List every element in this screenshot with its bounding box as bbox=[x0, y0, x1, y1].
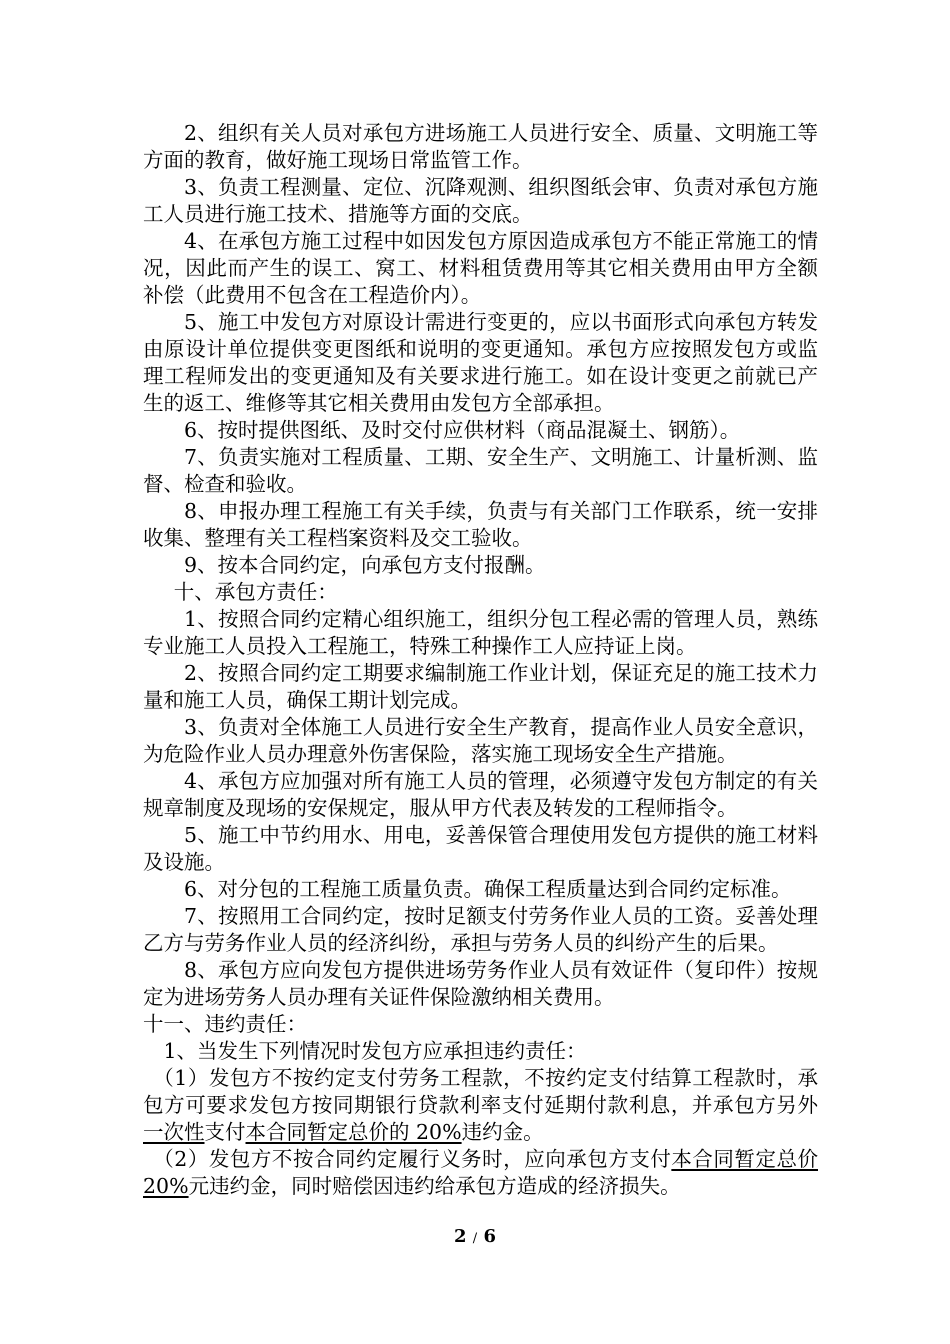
paragraph bbox=[143, 1065, 818, 1146]
paragraph bbox=[143, 498, 818, 552]
text-run: 元违约金，同时赔偿因违约给承包方造成的经济损失。 bbox=[188, 1174, 681, 1198]
text-run: 6、按时提供图纸、及时交付应供材料（商品混凝土、钢筋）。 bbox=[184, 418, 741, 442]
paragraph bbox=[143, 1011, 818, 1038]
paragraph bbox=[143, 174, 818, 228]
paragraph bbox=[143, 957, 818, 1011]
text-run: 8、承包方应向发包方提供进场劳务作业人员有效证件（复印件）按规定为进场劳务人员办理有关证件保险激纳相关费用。 bbox=[143, 958, 818, 1009]
page-current: 2 bbox=[453, 1226, 467, 1247]
page-total: 6 bbox=[483, 1226, 496, 1247]
text-run: 7、按照用工合同约定，按时足额支付劳务作业人员的工资。妥善处理乙方与劳务作业人员的经济纠纷，承担与劳务人员的纠纷产生的后果。 bbox=[143, 904, 818, 955]
paragraph bbox=[143, 903, 818, 957]
paragraph bbox=[143, 579, 818, 606]
text-run: 2、组织有关人员对承包方进场施工人员进行安全、质量、文明施工等方面的教育，做好施工现场日常监管工作。 bbox=[143, 121, 818, 172]
paragraph bbox=[143, 606, 818, 660]
paragraph bbox=[143, 876, 818, 903]
underlined-text: 本合同暂定总价 20% bbox=[143, 1147, 818, 1198]
underlined-text: 本合同暂定总价的 20% bbox=[245, 1120, 462, 1144]
text-run: 1、当发生下列情况时发包方应承担违约责任： bbox=[163, 1039, 587, 1063]
paragraph bbox=[143, 552, 818, 579]
paragraph bbox=[143, 309, 818, 417]
text-run: 6、对分包的工程施工质量负责。确保工程质量达到合同约定标准。 bbox=[184, 877, 792, 901]
text-run: 十、承包方责任： bbox=[173, 580, 338, 604]
paragraph bbox=[143, 417, 818, 444]
text-run: 3、负责工程测量、定位、沉降观测、组织图纸会审、负责对承包方施工人员进行施工技术、措施等方面的交底。 bbox=[143, 175, 818, 226]
text-run: 5、施工中节约用水、用电，妥善保管合理使用发包方提供的施工材料及设施。 bbox=[143, 823, 818, 874]
text-run: 2、按照合同约定工期要求编制施工作业计划，保证充足的施工技术力量和施工人员，确保工期计划完成。 bbox=[143, 661, 818, 712]
text-run: 5、施工中发包方对原设计需进行变更的，应以书面形式向承包方转发由原设计单位提供变更图纸和说明的变更通知。承包方应按照发包方或监理工程师发出的变更通知及有关要求进行施工。如在设计变更之前就已产生的返工、维修等其它相关费用由发包方全部承担。 bbox=[143, 310, 818, 415]
text-run: 7、负责实施对工程质量、工期、安全生产、文明施工、计量析测、监督、检查和验收。 bbox=[143, 445, 818, 496]
text-run: （1）发包方不按约定支付劳务工程款，不按约定支付结算工程款时，承包方可要求发包方按同期银行贷款利率支付延期付款利息，并承包方另外 bbox=[143, 1066, 818, 1117]
paragraph bbox=[143, 1146, 818, 1200]
text-run: 8、申报办理工程施工有关手续，负责与有关部门工作联系，统一安排收集、整理有关工程档案资料及交工验收。 bbox=[143, 499, 818, 550]
paragraph bbox=[143, 822, 818, 876]
text-run: 1、按照合同约定精心组织施工，组织分包工程必需的管理人员，熟练专业施工人员投入工程施工，特殊工种操作工人应持证上岗。 bbox=[143, 607, 818, 658]
text-run: 9、按本合同约定，向承包方支付报酬。 bbox=[184, 553, 546, 577]
document-body bbox=[143, 120, 818, 1200]
page-separator: / bbox=[472, 1231, 478, 1246]
underlined-text: 一次性 bbox=[143, 1120, 205, 1144]
paragraph bbox=[143, 120, 818, 174]
paragraph bbox=[143, 660, 818, 714]
text-run: 违约金。 bbox=[461, 1120, 544, 1144]
paragraph bbox=[143, 714, 818, 768]
text-run: 支付 bbox=[204, 1120, 246, 1144]
text-run: （2）发包方不按合同约定履行义务时，应向承包方支付 bbox=[153, 1147, 672, 1171]
page-number bbox=[0, 1226, 950, 1247]
text-run: 4、承包方应加强对所有施工人员的管理，必须遵守发包方制定的有关规章制度及现场的安保规定，服从甲方代表及转发的工程师指令。 bbox=[143, 769, 818, 820]
paragraph bbox=[143, 444, 818, 498]
paragraph bbox=[143, 1038, 818, 1065]
text-run: 十一、违约责任： bbox=[143, 1012, 307, 1036]
paragraph bbox=[143, 768, 818, 822]
text-run: 3、负责对全体施工人员进行安全生产教育，提高作业人员安全意识，为危险作业人员办理意外伤害保险，落实施工现场安全生产措施。 bbox=[143, 715, 818, 766]
text-run: 4、在承包方施工过程中如因发包方原因造成承包方不能正常施工的情况，因此而产生的误工、窝工、材料租赁费用等其它相关费用由甲方全额补偿（此费用不包含在工程造价内）。 bbox=[143, 229, 818, 307]
paragraph bbox=[143, 228, 818, 309]
